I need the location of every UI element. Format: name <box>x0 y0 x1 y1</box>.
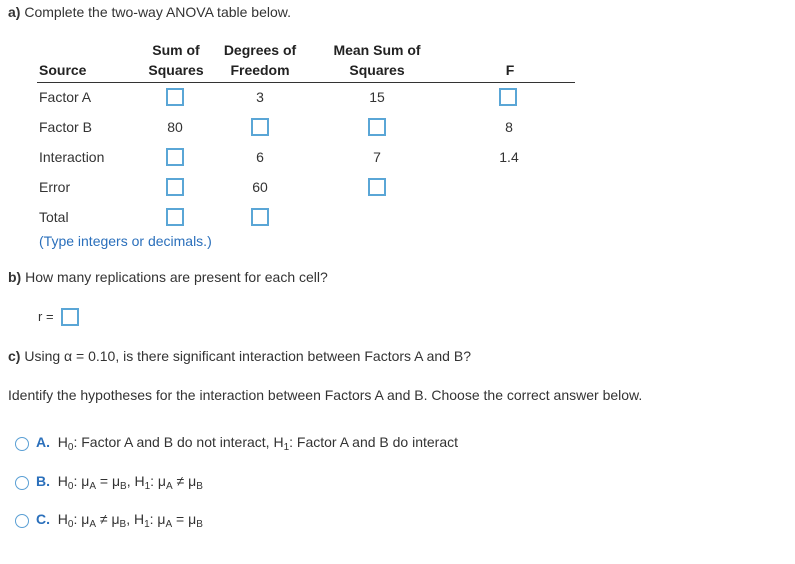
header-ms-line1: Mean Sum of <box>333 42 421 58</box>
part-b-prompt: How many replications are present for each cell? <box>25 269 328 285</box>
header-source: Source <box>39 62 87 78</box>
input-df-factor-b[interactable] <box>251 118 269 136</box>
part-c-prompt-suffix: = 0.10, is there significant interaction between Factors A and B? <box>72 348 471 364</box>
ms-interaction: 7 <box>373 149 381 165</box>
hypotheses-instruction: Identify the hypotheses for the interaction between Factors A and B. Choose the correct answer below. <box>8 387 643 403</box>
option-c-text[interactable]: C. $H_0$: $\mu_A \ne \mu_B$, $H_1$: $\mu_A = \mu_B$ <box>36 511 203 530</box>
input-df-total[interactable] <box>251 208 269 226</box>
option-a-text[interactable]: A. $H_0$: Factor A and B do not interact, $H_1$: Factor A and B do interact <box>36 434 459 453</box>
header-rule <box>37 82 575 83</box>
header-f: F <box>505 62 515 78</box>
header-df-line1: Degrees of <box>223 42 297 58</box>
header-ms-line2: Squares <box>349 62 405 78</box>
part-b-label: b) <box>8 269 22 285</box>
option-a-letter: A. <box>36 434 50 450</box>
row-source-factor-b: Factor B <box>39 119 92 135</box>
r-label: r = <box>38 309 54 324</box>
option-b-h1-rel: ≠ μ <box>172 473 197 489</box>
option-c-h1-mu: μ <box>157 511 166 527</box>
option-a-h1-text: : Factor A and B do interact <box>289 434 459 450</box>
f-interaction: 1.4 <box>499 149 519 165</box>
option-b-h0-rel: = μ <box>95 473 121 489</box>
input-ms-error[interactable] <box>368 178 386 196</box>
input-ss-error[interactable] <box>166 178 184 196</box>
option-b-letter: B. <box>36 473 50 489</box>
f-factor-b: 8 <box>505 119 513 135</box>
part-c-question <box>8 348 471 364</box>
row-source-total: Total <box>39 209 69 225</box>
option-c-h0-mu: μ <box>81 511 90 527</box>
input-ss-interaction[interactable] <box>166 148 184 166</box>
part-a-prompt: Complete the two-way ANOVA table below. <box>24 4 291 20</box>
part-c-prompt-prefix: Using <box>24 348 65 364</box>
part-a-question <box>8 4 291 20</box>
alpha-symbol: α <box>64 348 73 364</box>
option-b-h1-mu: μ <box>157 473 166 489</box>
ms-factor-a: 15 <box>369 89 385 105</box>
input-ms-factor-b[interactable] <box>368 118 386 136</box>
input-ss-factor-a[interactable] <box>166 88 184 106</box>
part-b-question <box>8 269 328 285</box>
input-ss-total[interactable] <box>166 208 184 226</box>
option-c-h1-rel: = μ <box>172 511 197 527</box>
header-ss-line1: Sum of <box>152 42 200 58</box>
df-interaction: 6 <box>256 149 264 165</box>
input-replications[interactable] <box>61 308 79 326</box>
row-source-interaction: Interaction <box>39 149 105 165</box>
option-b-h0-mu: μ <box>81 473 90 489</box>
ss-factor-b: 80 <box>167 119 183 135</box>
radio-option-b[interactable] <box>15 476 29 490</box>
option-b-text[interactable]: B. $H_0$: $\mu_A = \mu_B$, $H_1$: $\mu_A \ne \mu_B$ <box>36 473 203 492</box>
df-error: 60 <box>252 179 268 195</box>
header-df-line2: Freedom <box>230 62 290 78</box>
option-c-h0-rel: ≠ μ <box>95 511 120 527</box>
part-c-label: c) <box>8 348 21 364</box>
part-a-label: a) <box>8 4 21 20</box>
radio-option-c[interactable] <box>15 514 29 528</box>
input-f-factor-a[interactable] <box>499 88 517 106</box>
input-hint: (Type integers or decimals.) <box>39 233 212 249</box>
option-a-h0-text: Factor A and B do not interact, H <box>81 434 284 450</box>
row-source-error: Error <box>39 179 71 195</box>
row-source-factor-a: Factor A <box>39 89 92 105</box>
option-c-letter: C. <box>36 511 50 527</box>
header-ss-line2: Squares <box>148 62 204 78</box>
df-factor-a: 3 <box>256 89 264 105</box>
radio-option-a[interactable] <box>15 437 29 451</box>
